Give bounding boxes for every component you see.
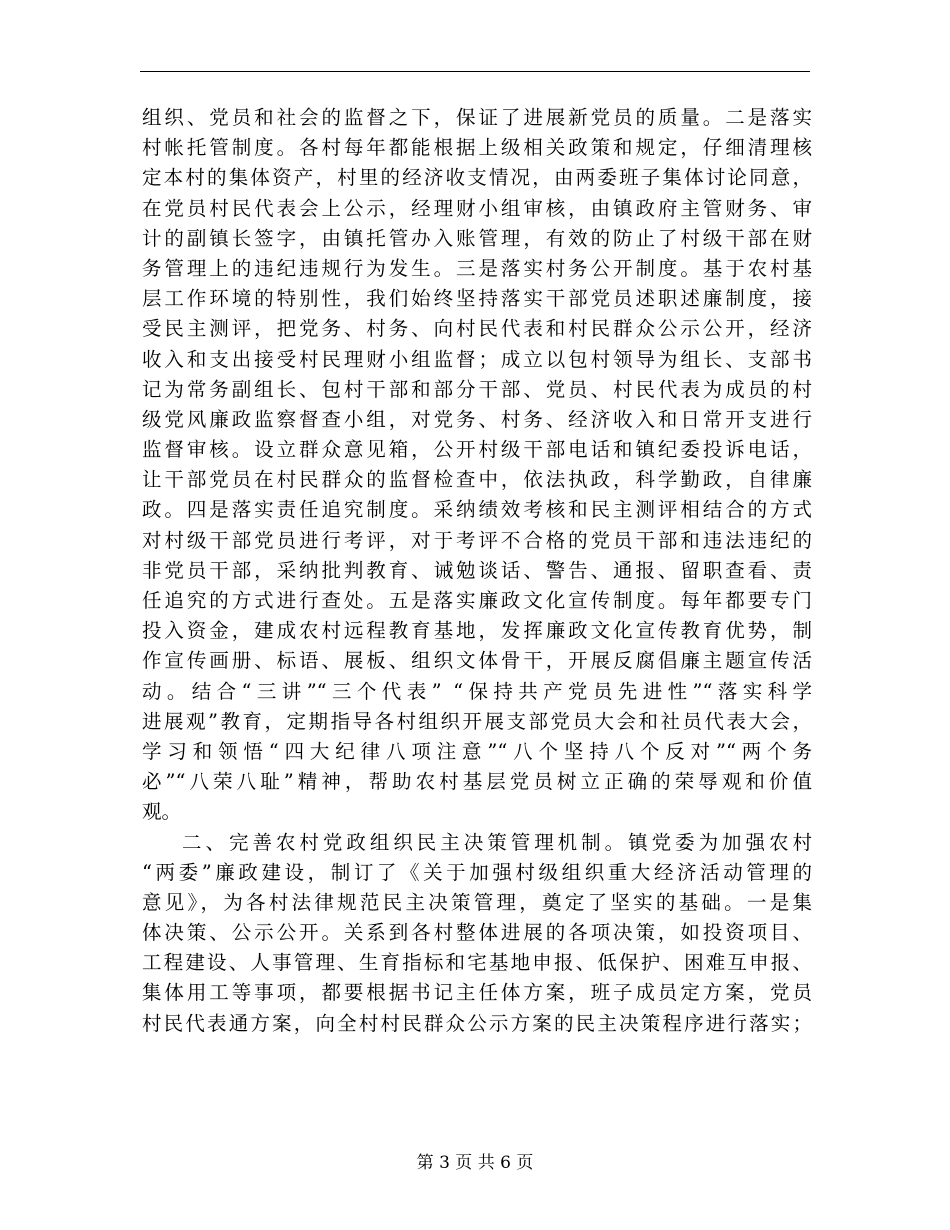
text-line: 作宣传画册、标语、展板、组织文体骨干，开展反腐倡廉主题宣传活: [142, 649, 812, 673]
text-line: 定本村的集体资产，村里的经济收支情况，由两委班子集体讨论同意，: [142, 166, 812, 190]
text-line: 必”“八荣八耻”精神，帮助农村基层党员树立正确的荣辱观和价值: [142, 770, 812, 794]
text-line: 投入资金，建成农村远程教育基地，发挥廉政文化宣传教育优势，制: [142, 619, 812, 643]
text-line: 级党风廉政监察督查小组，对党务、村务、经济收入和日常开支进行: [142, 407, 812, 431]
text-line: 记为常务副组长、包村干部和部分干部、党员、村民代表为成员的村: [142, 377, 812, 401]
header-rule: [140, 71, 810, 72]
text-line: 受民主测评，把党务、村务、向村民代表和村民群众公示公开，经济: [142, 317, 812, 341]
text-line: 让干部党员在村民群众的监督检查中，依法执政，科学勤政，自律廉: [142, 468, 812, 492]
text-line: 意见》，为各村法律规范民主决策管理，奠定了坚实的基础。一是集: [142, 890, 812, 914]
text-line: 计的副镇长签字，由镇托管办入账管理，有效的防止了村级干部在财: [142, 226, 812, 250]
text-line: 工程建设、人事管理、生育指标和宅基地申报、低保护、困难互申报、: [142, 951, 812, 975]
text-line: 政。四是落实责任追究制度。采纳绩效考核和民主测评相结合的方式: [142, 498, 812, 522]
text-line: 村民代表通方案，向全村村民群众公示方案的民主决策程序进行落实；: [142, 1011, 812, 1035]
text-line: 观。: [142, 800, 182, 824]
text-line: 组织、党员和社会的监督之下，保证了进展新党员的质量。二是落实: [142, 106, 812, 129]
text-line: 动。结合“三讲”“三个代表” “保持共产党员先进性”“落实科学: [142, 679, 812, 703]
text-line: 集体用工等事项，都要根据书记主任体方案，班子成员定方案，党员: [142, 981, 812, 1005]
text-line: 在党员村民代表会上公示，经理财小组审核，由镇政府主管财务、审: [142, 196, 812, 220]
text-line: 非党员干部，采纳批判教育、诫勉谈话、警告、通报、留职查看、责: [142, 558, 812, 582]
text-line: 层工作环境的特别性，我们始终坚持落实干部党员述职述廉制度，接: [142, 287, 812, 311]
text-line: 收入和支出接受村民理财小组监督；成立以包村领导为组长、支部书: [142, 347, 812, 371]
page-number-footer: 第 3 页 共 6 页: [416, 1153, 534, 1173]
text-line: 学习和领悟“四大纪律八项注意”“八个坚持八个反对”“两个务: [142, 739, 812, 763]
text-line: 体决策、公示公开。关系到各村整体进展的各项决策，如投资项目、: [142, 921, 812, 945]
section-heading-line: 二、完善农村党政组织民主决策管理机制。镇党委为加强农村: [182, 830, 812, 854]
text-line: 进展观”教育，定期指导各村组织开展支部党员大会和社员代表大会，: [142, 709, 812, 733]
text-line: 务管理上的违纪违规行为发生。三是落实村务公开制度。基于农村基: [142, 256, 812, 280]
text-line: 村帐托管制度。各村每年都能根据上级相关政策和规定，仔细清理核: [142, 136, 812, 160]
text-line: “两委”廉政建设，制订了《关于加强村级组织重大经济活动管理的: [142, 860, 812, 884]
text-line: 对村级干部党员进行考评，对于考评不合格的党员干部和违法违纪的: [142, 528, 812, 552]
document-body: [142, 103, 812, 1039]
text-line: 任追究的方式进行查处。五是落实廉政文化宣传制度。每年都要专门: [142, 589, 812, 612]
text-line: 监督审核。设立群众意见箱，公开村级干部电话和镇纪委投诉电话，: [142, 438, 812, 462]
